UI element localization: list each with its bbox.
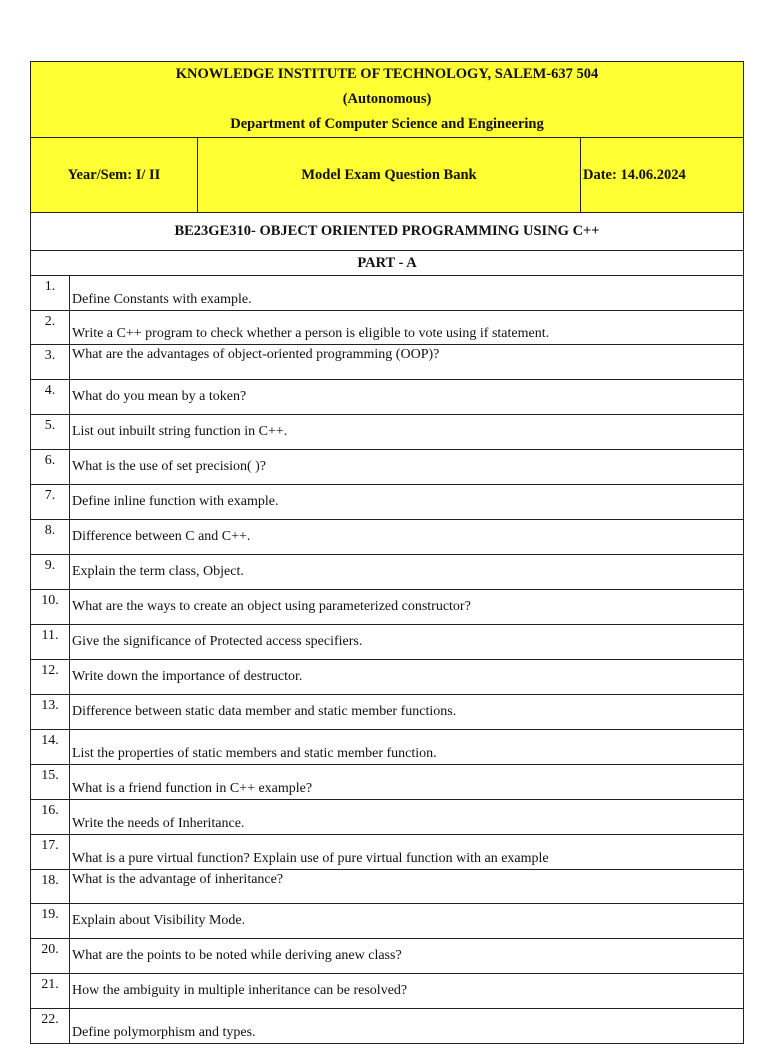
question-row bbox=[31, 380, 744, 415]
question-row bbox=[31, 311, 744, 345]
question-number: 18. bbox=[31, 870, 70, 904]
question-row bbox=[31, 1009, 744, 1044]
question-text: What are the ways to create an object using parameterized constructor? bbox=[70, 590, 744, 625]
question-row bbox=[31, 904, 744, 939]
question-number: 15. bbox=[31, 765, 70, 800]
part-heading: PART - A bbox=[31, 251, 744, 276]
question-number: 10. bbox=[31, 590, 70, 625]
question-text: Give the significance of Protected access specifiers. bbox=[70, 625, 744, 660]
question-text: What do you mean by a token? bbox=[70, 380, 744, 415]
question-text: What are the advantages of object-oriented programming (OOP)? bbox=[70, 345, 744, 380]
question-number: 20. bbox=[31, 939, 70, 974]
question-row bbox=[31, 660, 744, 695]
question-text: What is a friend function in C++ example? bbox=[70, 765, 744, 800]
question-row bbox=[31, 625, 744, 660]
question-number: 11. bbox=[31, 625, 70, 660]
question-text: Define inline function with example. bbox=[70, 485, 744, 520]
question-text: Explain the term class, Object. bbox=[70, 555, 744, 590]
question-row bbox=[31, 974, 744, 1009]
question-row bbox=[31, 555, 744, 590]
course-title: BE23GE310- OBJECT ORIENTED PROGRAMMING USING C++ bbox=[31, 213, 744, 251]
question-row bbox=[31, 345, 744, 380]
question-number: 5. bbox=[31, 415, 70, 450]
question-row bbox=[31, 485, 744, 520]
autonomous-status: (Autonomous) bbox=[342, 91, 432, 107]
exam-date-cell: Date: 14.06.2024 bbox=[581, 138, 744, 213]
question-text: Write the needs of Inheritance. bbox=[70, 800, 744, 835]
question-row bbox=[31, 415, 744, 450]
institute-name: KNOWLEDGE INSTITUTE OF TECHNOLOGY, SALEM-637 504 bbox=[175, 66, 599, 82]
department-name: Department of Computer Science and Engineering bbox=[230, 116, 544, 132]
question-number: 4. bbox=[31, 380, 70, 415]
question-text: List the properties of static members and static member function. bbox=[70, 730, 744, 765]
course-row bbox=[31, 213, 744, 251]
question-text: Define Constants with example. bbox=[70, 276, 744, 311]
question-row bbox=[31, 800, 744, 835]
question-row bbox=[31, 939, 744, 974]
question-text: What is the advantage of inheritance? bbox=[70, 870, 744, 904]
exam-meta-row bbox=[31, 138, 744, 213]
question-row bbox=[31, 870, 744, 904]
question-number: 6. bbox=[31, 450, 70, 485]
question-row bbox=[31, 450, 744, 485]
institute-header-row bbox=[31, 62, 744, 138]
question-text: Difference between static data member and static member functions. bbox=[70, 695, 744, 730]
year-sem-cell: Year/Sem: I/ II bbox=[31, 138, 198, 213]
exam-title-cell: Model Exam Question Bank bbox=[198, 138, 581, 213]
question-text: Difference between C and C++. bbox=[70, 520, 744, 555]
question-text: Explain about Visibility Mode. bbox=[70, 904, 744, 939]
question-row bbox=[31, 695, 744, 730]
question-number: 7. bbox=[31, 485, 70, 520]
question-number: 22. bbox=[31, 1009, 70, 1044]
question-row bbox=[31, 765, 744, 800]
question-text: Write a C++ program to check whether a person is eligible to vote using if statement. bbox=[70, 311, 744, 345]
part-row bbox=[31, 251, 744, 276]
question-number: 17. bbox=[31, 835, 70, 870]
question-number: 16. bbox=[31, 800, 70, 835]
institute-header bbox=[31, 62, 744, 138]
question-number: 12. bbox=[31, 660, 70, 695]
question-row bbox=[31, 520, 744, 555]
question-number: 14. bbox=[31, 730, 70, 765]
questions-list bbox=[31, 276, 744, 1044]
question-bank-table bbox=[30, 61, 744, 1044]
question-text: Define polymorphism and types. bbox=[70, 1009, 744, 1044]
question-bank-sheet bbox=[30, 61, 743, 1044]
question-number: 9. bbox=[31, 555, 70, 590]
question-text: How the ambiguity in multiple inheritance can be resolved? bbox=[70, 974, 744, 1009]
question-number: 2. bbox=[31, 311, 70, 345]
question-row bbox=[31, 730, 744, 765]
question-row bbox=[31, 276, 744, 311]
question-text: Write down the importance of destructor. bbox=[70, 660, 744, 695]
question-text: What are the points to be noted while deriving anew class? bbox=[70, 939, 744, 974]
question-number: 19. bbox=[31, 904, 70, 939]
question-number: 8. bbox=[31, 520, 70, 555]
question-row bbox=[31, 835, 744, 870]
question-number: 3. bbox=[31, 345, 70, 380]
question-number: 1. bbox=[31, 276, 70, 311]
question-number: 13. bbox=[31, 695, 70, 730]
question-text: What is the use of set precision( )? bbox=[70, 450, 744, 485]
question-text: List out inbuilt string function in C++. bbox=[70, 415, 744, 450]
question-number: 21. bbox=[31, 974, 70, 1009]
question-row bbox=[31, 590, 744, 625]
question-text: What is a pure virtual function? Explain use of pure virtual function with an example bbox=[70, 835, 744, 870]
